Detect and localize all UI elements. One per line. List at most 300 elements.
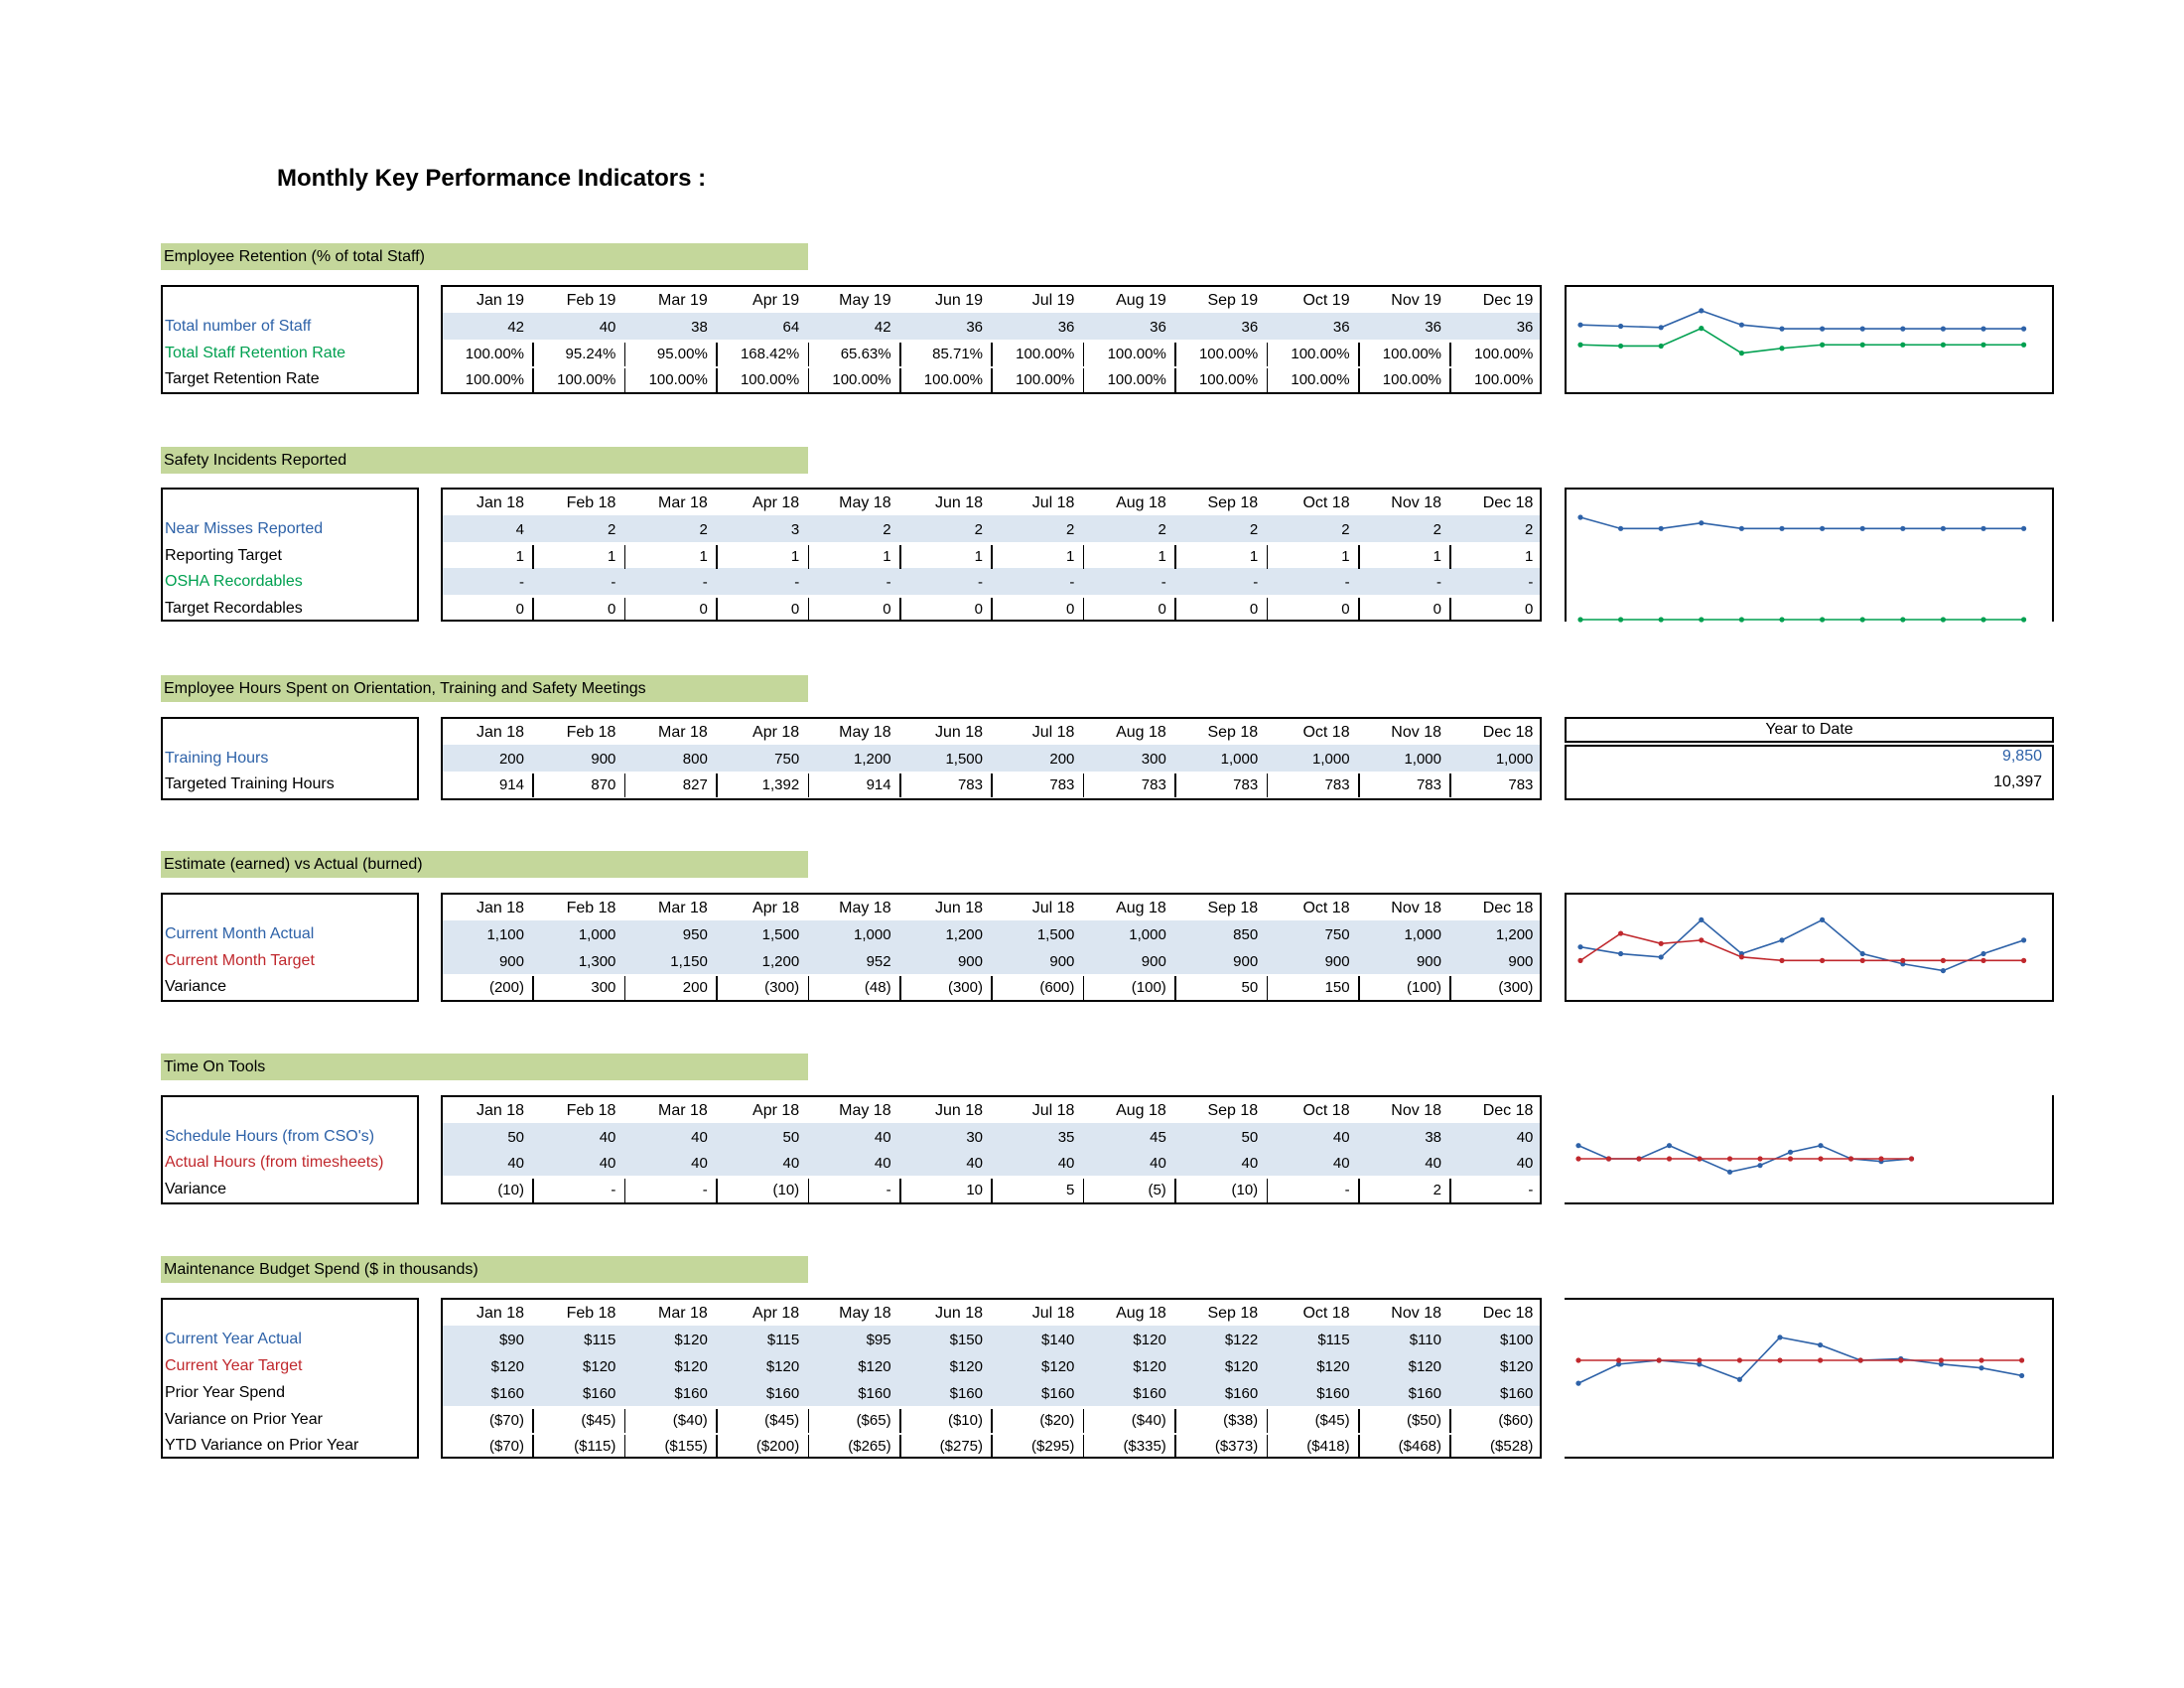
- table-cell: 36: [1057, 319, 1075, 336]
- table-cell: 750: [774, 751, 800, 768]
- cell-divider: [1083, 343, 1085, 366]
- table-cell: 40: [599, 1155, 616, 1172]
- data-point: [1699, 617, 1704, 622]
- table-cell: $120: [490, 1358, 524, 1375]
- data-point: [1788, 1150, 1793, 1155]
- table-cell: 900: [498, 953, 524, 970]
- table-cell: 914: [498, 776, 524, 793]
- data-point: [1667, 1143, 1672, 1148]
- row-labels-safety: [161, 488, 419, 622]
- table-cell: -: [978, 574, 983, 591]
- data-point: [1667, 1156, 1672, 1161]
- table-cell: 100.00%: [1382, 346, 1441, 362]
- table-cell: $120: [1224, 1358, 1259, 1375]
- data-point: [1909, 1156, 1914, 1161]
- table-cell: ($40): [1131, 1412, 1166, 1429]
- table-cell: 100.00%: [1198, 346, 1259, 362]
- table-cell: -: [1436, 574, 1441, 591]
- table-cell: -: [1069, 574, 1075, 591]
- table-cell: 1,300: [578, 953, 616, 970]
- cell-divider: [1449, 368, 1451, 392]
- table-cell: 100.00%: [1198, 371, 1259, 388]
- data-point: [1818, 1156, 1823, 1161]
- data-point: [1788, 1156, 1793, 1161]
- table-cell: 952: [866, 953, 891, 970]
- table-cell: 2: [1433, 1182, 1441, 1198]
- month-header: Jun 19: [934, 292, 983, 309]
- sparkline-retention: [1565, 285, 2054, 394]
- row-label: Target Recordables: [165, 600, 303, 617]
- table-cell: 900: [591, 751, 616, 768]
- table-cell: 0: [1249, 601, 1259, 618]
- section-header-safety: Safety Incidents Reported: [161, 447, 808, 474]
- table-cell: $160: [1408, 1385, 1441, 1402]
- table-cell: 900: [1508, 953, 1534, 970]
- table-cell: -: [702, 1182, 708, 1198]
- table-cell: 40: [782, 1155, 800, 1172]
- table-cell: $160: [1041, 1385, 1075, 1402]
- table-cell: 38: [691, 319, 708, 336]
- data-point: [1575, 1381, 1580, 1386]
- cell-divider: [532, 368, 534, 392]
- month-header: Jan 18: [476, 724, 524, 741]
- page-title: Monthly Key Performance Indicators :: [277, 165, 707, 192]
- table-cell: 5: [1066, 1182, 1075, 1198]
- cell-divider: [1083, 1179, 1085, 1202]
- row-label: Reporting Target: [165, 547, 282, 564]
- data-point: [1606, 1156, 1611, 1161]
- table-cell: (100): [1406, 979, 1441, 996]
- table-cell: 2: [608, 521, 616, 538]
- table-cell: 1: [1249, 548, 1259, 565]
- table-cell: 42: [507, 319, 524, 336]
- month-header: Sep 18: [1207, 900, 1259, 916]
- data-point: [1618, 344, 1623, 349]
- cell-divider: [808, 1409, 810, 1433]
- table-cell: 2: [1158, 521, 1166, 538]
- table-cell: 800: [682, 751, 708, 768]
- data-point: [2019, 1357, 2024, 1362]
- table-cell: ($155): [664, 1438, 708, 1455]
- cell-divider: [808, 774, 810, 797]
- month-header: Sep 18: [1207, 724, 1259, 741]
- table-cell: -: [702, 574, 708, 591]
- table-cell: 40: [1332, 1155, 1350, 1172]
- month-header: Nov 18: [1391, 724, 1441, 741]
- cell-divider: [1449, 1435, 1451, 1459]
- month-header: Jun 18: [934, 1102, 983, 1119]
- table-cell: 10: [966, 1182, 983, 1198]
- data-table-budget: [441, 1298, 1542, 1459]
- table-cell: (300): [1498, 979, 1534, 996]
- table-cell: 1: [1341, 548, 1350, 565]
- month-header: Jul 18: [1031, 724, 1075, 741]
- table-cell: -: [611, 1182, 616, 1198]
- table-cell: 783: [1141, 776, 1166, 793]
- table-cell: 100.00%: [1474, 371, 1534, 388]
- row-label: Total number of Staff: [165, 318, 312, 335]
- data-point: [1820, 958, 1825, 963]
- data-point: [1941, 958, 1946, 963]
- table-cell: 36: [1516, 319, 1534, 336]
- table-cell: (10): [497, 1182, 524, 1198]
- table-cell: 40: [874, 1155, 891, 1172]
- table-cell: 100.00%: [1016, 346, 1075, 362]
- table-cell: 1,000: [1495, 751, 1534, 768]
- month-header: Oct 18: [1302, 900, 1350, 916]
- table-cell: 150: [1324, 979, 1350, 996]
- table-cell: 168.42%: [740, 346, 800, 362]
- cell-divider: [1083, 774, 1085, 797]
- cell-divider: [716, 598, 718, 622]
- table-cell: 870: [591, 776, 616, 793]
- table-cell: 40: [599, 319, 616, 336]
- cell-divider: [716, 545, 718, 569]
- table-cell: $160: [1316, 1385, 1350, 1402]
- cell-divider: [716, 774, 718, 797]
- data-point: [1659, 617, 1664, 622]
- cell-divider: [991, 976, 993, 1000]
- table-cell: (100): [1131, 979, 1166, 996]
- cell-divider: [808, 343, 810, 366]
- table-cell: ($45): [764, 1412, 800, 1429]
- cell-divider: [532, 545, 534, 569]
- cell-divider: [624, 976, 626, 1000]
- cell-divider: [1083, 1409, 1085, 1433]
- table-cell: 1,000: [578, 926, 616, 943]
- table-cell: 0: [883, 601, 891, 618]
- cell-divider: [1449, 1409, 1451, 1433]
- cell-divider: [1267, 1435, 1269, 1459]
- month-header: Jan 18: [476, 900, 524, 916]
- row-label: Current Month Target: [165, 952, 315, 969]
- table-cell: 1: [974, 548, 983, 565]
- row-label: Targeted Training Hours: [165, 775, 335, 792]
- month-header: Nov 19: [1391, 292, 1441, 309]
- cell-divider: [1174, 343, 1176, 366]
- data-point: [1779, 526, 1784, 531]
- month-header: Mar 18: [658, 724, 708, 741]
- data-table-tools: [441, 1095, 1542, 1204]
- table-cell: 0: [974, 601, 983, 618]
- table-cell: 2: [1525, 521, 1534, 538]
- month-header: Aug 18: [1116, 900, 1166, 916]
- cell-divider: [1083, 368, 1085, 392]
- table-cell: 30: [966, 1129, 983, 1146]
- month-header: May 18: [839, 900, 891, 916]
- month-header: May 18: [839, 494, 891, 511]
- cell-divider: [1358, 1409, 1360, 1433]
- cell-divider: [1267, 1409, 1269, 1433]
- section-header-retention: Employee Retention (% of total Staff): [161, 243, 808, 270]
- cell-divider: [532, 598, 534, 622]
- month-header: Aug 18: [1116, 1102, 1166, 1119]
- table-cell: 3: [790, 521, 800, 538]
- cell-divider: [624, 545, 626, 569]
- table-cell: 1: [1525, 548, 1534, 565]
- table-cell: -: [1253, 574, 1259, 591]
- data-point: [1779, 617, 1784, 622]
- data-point: [1727, 1156, 1732, 1161]
- cell-divider: [624, 1179, 626, 1202]
- data-point: [1577, 958, 1582, 963]
- table-cell: 40: [1241, 1155, 1259, 1172]
- data-table-safety: [441, 488, 1542, 622]
- table-cell: 40: [1425, 1155, 1441, 1172]
- cell-divider: [716, 1409, 718, 1433]
- table-cell: 100.00%: [1107, 371, 1166, 388]
- data-point: [1575, 1156, 1580, 1161]
- data-point: [1777, 1335, 1782, 1339]
- cell-divider: [624, 774, 626, 797]
- cell-divider: [1267, 1179, 1269, 1202]
- table-cell: (600): [1039, 979, 1075, 996]
- cell-divider: [899, 368, 901, 392]
- data-point: [1777, 1357, 1782, 1362]
- table-cell: $120: [1500, 1358, 1534, 1375]
- table-cell: $115: [1317, 1332, 1350, 1348]
- cell-divider: [532, 774, 534, 797]
- sparkline-svg: [1565, 1095, 2054, 1204]
- table-cell: $120: [949, 1358, 983, 1375]
- cell-divider: [1267, 343, 1269, 366]
- row-label: Variance: [165, 978, 226, 995]
- data-point: [1980, 526, 1985, 531]
- cell-divider: [624, 343, 626, 366]
- table-cell: 40: [1516, 1129, 1534, 1146]
- table-cell: 38: [1425, 1129, 1441, 1146]
- series-line-blue: [1580, 517, 2024, 528]
- table-cell: 40: [599, 1129, 616, 1146]
- table-cell: 100.00%: [1107, 346, 1166, 362]
- table-cell: 1: [1158, 548, 1166, 565]
- table-cell: $140: [1041, 1332, 1075, 1348]
- month-header: Jul 19: [1031, 292, 1075, 309]
- cell-divider: [1449, 545, 1451, 569]
- data-point: [2021, 343, 2026, 348]
- table-cell: ($10): [947, 1412, 983, 1429]
- month-header: Feb 18: [566, 900, 616, 916]
- table-cell: 36: [1241, 319, 1259, 336]
- table-cell: 35: [1057, 1129, 1075, 1146]
- table-cell: 1,100: [486, 926, 524, 943]
- table-cell: 1: [608, 548, 616, 565]
- ytd-training-hours: 9,850: [2001, 748, 2042, 765]
- data-point: [1878, 1156, 1883, 1161]
- month-header: Sep 18: [1207, 1305, 1259, 1322]
- data-point: [1900, 526, 1905, 531]
- table-cell: 50: [1241, 979, 1259, 996]
- table-cell: 1,000: [1312, 751, 1350, 768]
- table-cell: 783: [1049, 776, 1075, 793]
- table-cell: 827: [682, 776, 708, 793]
- cell-divider: [716, 368, 718, 392]
- table-cell: 1,200: [1495, 926, 1534, 943]
- table-cell: 40: [1332, 1129, 1350, 1146]
- table-cell: 783: [1508, 776, 1534, 793]
- cell-divider: [1267, 976, 1269, 1000]
- month-header: Mar 18: [658, 900, 708, 916]
- table-cell: 1: [883, 548, 891, 565]
- cell-divider: [1174, 774, 1176, 797]
- data-point: [1737, 1377, 1742, 1382]
- table-cell: 783: [1416, 776, 1441, 793]
- month-header: Aug 19: [1116, 292, 1166, 309]
- cell-divider: [532, 976, 534, 1000]
- table-cell: -: [794, 574, 800, 591]
- row-label: Target Retention Rate: [165, 370, 320, 387]
- table-cell: 42: [874, 319, 891, 336]
- table-cell: $95: [866, 1332, 891, 1348]
- cell-divider: [899, 545, 901, 569]
- row-label: Schedule Hours (from CSO's): [165, 1128, 375, 1145]
- cell-divider: [1174, 368, 1176, 392]
- table-cell: $115: [766, 1332, 800, 1348]
- table-cell: 0: [608, 601, 616, 618]
- cell-divider: [1174, 1409, 1176, 1433]
- sparkline-budget: [1565, 1298, 2054, 1459]
- table-cell: 1: [1433, 548, 1441, 565]
- table-cell: 40: [507, 1155, 524, 1172]
- table-cell: $160: [1224, 1385, 1259, 1402]
- table-cell: 64: [782, 319, 800, 336]
- month-header: Feb 18: [566, 1305, 616, 1322]
- month-header: Mar 19: [658, 292, 708, 309]
- ytd-header: Year to Date: [1765, 721, 1853, 738]
- data-point: [1820, 526, 1825, 531]
- month-header: Apr 18: [752, 1102, 800, 1119]
- data-point: [1575, 1143, 1580, 1148]
- table-cell: 36: [1150, 319, 1166, 336]
- table-cell: -: [1160, 574, 1166, 591]
- table-cell: 900: [1049, 953, 1075, 970]
- data-point: [1618, 324, 1623, 329]
- ytd-header-box: [1565, 717, 2054, 743]
- cell-divider: [1083, 976, 1085, 1000]
- table-cell: (48): [864, 979, 891, 996]
- cell-divider: [899, 598, 901, 622]
- data-point: [1699, 937, 1704, 942]
- month-header: Nov 18: [1391, 900, 1441, 916]
- table-cell: $160: [490, 1385, 524, 1402]
- table-cell: 783: [1324, 776, 1350, 793]
- table-cell: 200: [498, 751, 524, 768]
- ytd-targeted-hours: 10,397: [1993, 774, 2042, 790]
- data-point: [1779, 346, 1784, 351]
- data-point: [1577, 944, 1582, 949]
- month-header: Mar 18: [658, 1102, 708, 1119]
- cell-divider: [899, 774, 901, 797]
- table-cell: ($20): [1039, 1412, 1075, 1429]
- table-cell: 45: [1150, 1129, 1166, 1146]
- table-cell: 200: [1049, 751, 1075, 768]
- row-labels-retention: [161, 285, 419, 394]
- month-header: Dec 18: [1482, 1305, 1534, 1322]
- cell-divider: [899, 1179, 901, 1202]
- data-point: [1779, 958, 1784, 963]
- cell-divider: [716, 1179, 718, 1202]
- table-cell: 1: [515, 548, 524, 565]
- month-header: Oct 18: [1302, 724, 1350, 741]
- table-cell: 2: [1249, 521, 1259, 538]
- cell-divider: [1449, 774, 1451, 797]
- month-header: May 19: [839, 292, 891, 309]
- data-point: [1699, 326, 1704, 331]
- table-cell: 4: [515, 521, 524, 538]
- table-cell: 40: [966, 1155, 983, 1172]
- month-header: May 18: [839, 1305, 891, 1322]
- data-point: [1900, 617, 1905, 622]
- row-label: Current Month Actual: [165, 925, 315, 942]
- section-header-tools: Time On Tools: [161, 1054, 808, 1080]
- table-cell: ($115): [574, 1438, 616, 1455]
- data-point: [1941, 327, 1946, 332]
- data-point: [1898, 1357, 1903, 1362]
- cell-divider: [532, 1435, 534, 1459]
- series-line-green: [1580, 329, 2024, 353]
- table-cell: -: [886, 1182, 891, 1198]
- table-cell: 100.00%: [465, 346, 524, 362]
- month-header: Oct 18: [1302, 1102, 1350, 1119]
- cell-divider: [1449, 343, 1451, 366]
- month-header: Jun 18: [934, 900, 983, 916]
- table-cell: 36: [1332, 319, 1350, 336]
- cell-divider: [899, 343, 901, 366]
- cell-divider: [1267, 598, 1269, 622]
- cell-divider: [899, 1435, 901, 1459]
- table-cell: 40: [1150, 1155, 1166, 1172]
- data-point: [1577, 343, 1582, 348]
- data-point: [1979, 1357, 1983, 1362]
- series-line-blue: [1580, 311, 2024, 329]
- data-point: [1699, 308, 1704, 313]
- cell-divider: [624, 1435, 626, 1459]
- table-cell: 40: [1057, 1155, 1075, 1172]
- data-point: [1779, 327, 1784, 332]
- table-cell: 0: [515, 601, 524, 618]
- data-point: [1618, 617, 1623, 622]
- table-cell: 65.63%: [840, 346, 891, 362]
- data-point: [1820, 327, 1825, 332]
- table-cell: 200: [682, 979, 708, 996]
- cell-divider: [624, 598, 626, 622]
- month-header: Feb 19: [566, 292, 616, 309]
- table-cell: 1,000: [1220, 751, 1259, 768]
- table-cell: 40: [691, 1155, 708, 1172]
- table-cell: $120: [1408, 1358, 1441, 1375]
- section-header-budget: Maintenance Budget Spend ($ in thousands): [161, 1256, 808, 1283]
- table-cell: $120: [858, 1358, 891, 1375]
- month-header: Oct 18: [1302, 494, 1350, 511]
- table-cell: 914: [866, 776, 891, 793]
- month-header: Jul 18: [1031, 900, 1075, 916]
- data-point: [1939, 1357, 1944, 1362]
- cell-divider: [1358, 368, 1360, 392]
- cell-divider: [1358, 1435, 1360, 1459]
- table-cell: 40: [1516, 1155, 1534, 1172]
- cell-divider: [532, 343, 534, 366]
- table-cell: 1,200: [854, 751, 891, 768]
- table-cell: 40: [874, 1129, 891, 1146]
- data-point: [1739, 323, 1744, 328]
- data-point: [1980, 343, 1985, 348]
- table-cell: 1: [699, 548, 708, 565]
- table-cell: 0: [1341, 601, 1350, 618]
- table-cell: 2: [1433, 521, 1441, 538]
- table-cell: 1,200: [761, 953, 800, 970]
- data-point: [1980, 327, 1985, 332]
- table-cell: $120: [583, 1358, 616, 1375]
